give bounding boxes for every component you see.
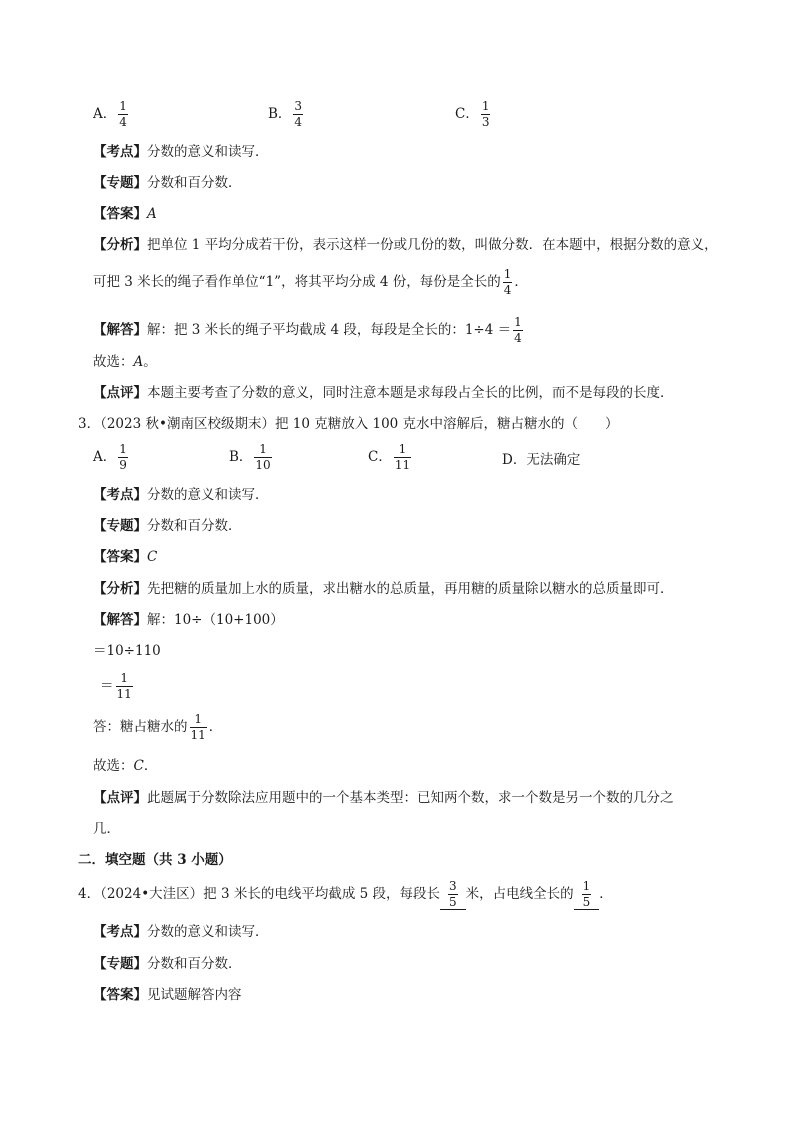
fraction: $\frac{1}{9}$ bbox=[119, 442, 127, 472]
fraction: $\frac{1}{4}$ bbox=[119, 99, 127, 129]
q2-option-b bbox=[268, 100, 305, 129]
q4-kaodian: 【考点】分数的意义和读写． bbox=[93, 924, 269, 940]
q2-choice: 故选：A。 bbox=[93, 354, 157, 370]
q3-option-b: B． $\frac{1}{10}$ bbox=[229, 442, 271, 472]
answer-blank bbox=[440, 880, 466, 910]
q3-step2: ＝10÷110 bbox=[93, 643, 161, 659]
q3-zhuanti: 【专题】分数和百分数． bbox=[93, 518, 242, 534]
fraction: $\frac{1}{5}$ bbox=[582, 879, 591, 909]
q4-answer: 【答案】见试题解答内容 bbox=[93, 987, 242, 1003]
q3-option-d: D．无法确定 bbox=[502, 452, 581, 468]
fraction: $\frac{1}{11}$ bbox=[190, 712, 206, 742]
fraction: $\frac{1}{11}$ bbox=[116, 671, 132, 701]
q2-option-c bbox=[455, 100, 492, 129]
q2-answer: 【答案】A bbox=[93, 206, 157, 222]
fraction: $\frac{1}{11}$ bbox=[394, 442, 411, 472]
q2-analysis-line2: 可把 3 米长的绳子看作单位“1”，将其平均分成 4 份，每份是全长的 $\frac{1}{4}$ ． bbox=[93, 267, 528, 297]
q4-zhuanti: 【专题】分数和百分数． bbox=[93, 956, 242, 972]
q3-kaodian: 【考点】分数的意义和读写． bbox=[93, 487, 269, 503]
fraction: $\frac{1}{4}$ bbox=[514, 315, 522, 345]
q4-stem: 4．（2024•大洼区）把 3 米长的电线平均截成 5 段，每段长 $\frac{3}{5}$ 米，占电线全长的 $\frac{1}{5}$ ． bbox=[78, 879, 613, 909]
q3-option-c: C． $\frac{1}{11}$ bbox=[368, 442, 411, 472]
q2-comment: 【点评】本题主要考查了分数的意义，同时注意本题是求每段占全长的比例，而不是每段的长度． bbox=[93, 385, 674, 401]
q2-solution: 【解答】解：把 3 米长的绳子平均截成 4 段，每段是全长的：1÷4 ＝ $\frac{1}{4}$ bbox=[93, 315, 522, 345]
option-letter: A． bbox=[93, 106, 117, 122]
fraction: $\frac{1}{3}$ bbox=[481, 99, 490, 129]
q3-stem: 3．（2023 秋•潮南区校级期末）把 10 克糖放入 100 克水中溶解后，糖占糖水的（ ） bbox=[78, 416, 619, 432]
section-header: 二．填空题（共 3 小题） bbox=[78, 852, 232, 868]
q3-analysis: 【分析】先把糖的质量加上水的质量，求出糖水的总质量，再用糖的质量除以糖水的总质量即可． bbox=[93, 581, 674, 597]
fraction: $\frac{1}{10}$ bbox=[255, 442, 271, 472]
q3-comment-line2: 几． bbox=[93, 821, 120, 837]
fraction: $\frac{3}{5}$ bbox=[449, 879, 457, 909]
q3-option-a: A． $\frac{1}{9}$ bbox=[93, 442, 127, 472]
q2-kaodian: 【考点】分数的意义和读写． bbox=[93, 144, 269, 160]
fraction: $\frac{1}{4}$ bbox=[503, 267, 512, 297]
q3-step3: ＝ $\frac{1}{11}$ bbox=[100, 671, 132, 701]
answer-blank bbox=[574, 880, 600, 910]
q3-comment-line1: 【点评】此题属于分数除法应用题中的一个基本类型：已知两个数，求一个数是另一个数的几分之 bbox=[93, 790, 674, 806]
q2-analysis-line1: 【分析】把单位 1 平均分成若干份，表示这样一份或几份的数，叫做分数．在本题中，根据分数的意义， bbox=[93, 237, 718, 253]
option-letter: B． bbox=[268, 106, 292, 122]
q2-zhuanti: 【专题】分数和百分数． bbox=[93, 175, 242, 191]
fraction: $\frac{3}{4}$ bbox=[294, 99, 303, 129]
q3-answer: 【答案】C bbox=[93, 549, 158, 565]
q3-choice: 故选：C． bbox=[93, 758, 158, 774]
q3-answer-sentence: 答：糖占糖水的 $\frac{1}{11}$ ． bbox=[93, 712, 223, 742]
q3-solution: 【解答】解：10÷（10+100） bbox=[93, 612, 284, 628]
option-letter: C． bbox=[455, 106, 479, 122]
q2-option-a bbox=[93, 100, 130, 129]
